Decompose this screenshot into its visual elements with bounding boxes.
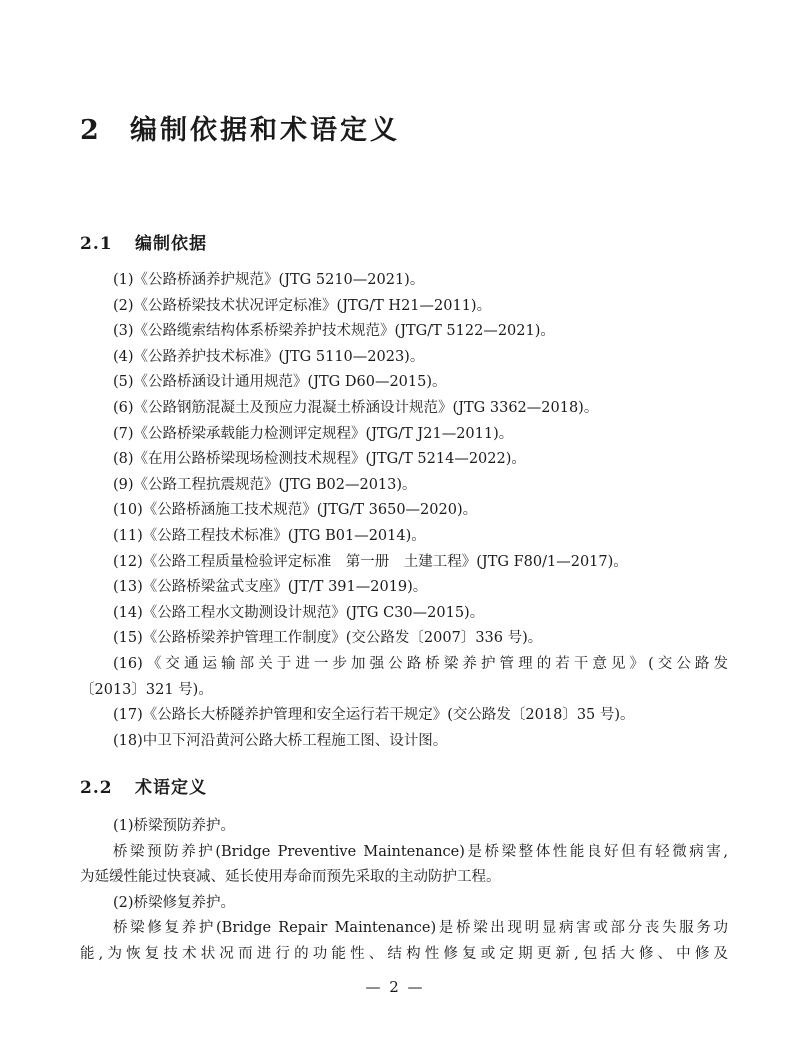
list-item: (5)《公路桥涵设计通用规范》(JTG D60—2015)。 <box>113 374 447 391</box>
list-item: (18)中卫下河沿黄河公路大桥工程施工图、设计图。 <box>113 732 448 749</box>
list-item: (3)《公路缆索结构体系桥梁养护技术规范》(JTG/T 5122—2021)。 <box>113 323 555 340</box>
term-title: (2)桥梁修复养护。 <box>113 894 236 911</box>
list-item: (16)《交通运输部关于进一步加强公路桥梁养护管理的若干意见》(交公路发 <box>113 655 728 672</box>
section-number: 2.1 <box>80 234 113 254</box>
term-title: (1)桥梁预防养护。 <box>113 818 236 834</box>
section-title: 编制依据 <box>135 234 207 254</box>
term-definition-line: 桥梁修复养护(Bridge Repair Maintenance)是桥梁出现明显病害或部分丧失服务功 <box>113 920 728 937</box>
list-item: (2)《公路桥梁技术状况评定标准》(JTG/T H21—2011)。 <box>113 297 492 314</box>
list-item: (17)《公路长大桥隧养护管理和安全运行若干规定》(交公路发〔2018〕35 号)。 <box>113 707 635 724</box>
list-item: (11)《公路工程技术标准》(JTG B01—2014)。 <box>113 527 426 544</box>
list-item: (7)《公路桥梁承载能力检测评定规程》(JTG/T J21—2011)。 <box>113 425 514 442</box>
chapter-title-text: 编制依据和术语定义 <box>130 115 400 146</box>
list-item: (1)《公路桥涵养护规范》(JTG 5210—2021)。 <box>113 272 425 288</box>
list-item: (8)《在用公路桥梁现场检测技术规程》(JTG/T 5214—2022)。 <box>113 451 526 468</box>
list-item: (13)《公路桥梁盆式支座》(JT/T 391—2019)。 <box>113 579 428 596</box>
list-item: (14)《公路工程水文勘测设计规范》(JTG C30—2015)。 <box>113 604 485 621</box>
list-item: (4)《公路养护技术标准》(JTG 5110—2023)。 <box>113 348 425 365</box>
list-item: (12)《公路工程质量检验评定标准 第一册 土建工程》(JTG F80/1—2017)。 <box>113 553 628 570</box>
term-definition-line: 能,为恢复技术状况而进行的功能性、结构性修复或定期更新,包括大修、中修及 <box>80 945 728 962</box>
list-item: (15)《公路桥梁养护管理工作制度》(交公路发〔2007〕336 号)。 <box>113 630 543 647</box>
section-number: 2.2 <box>80 778 113 798</box>
section-heading-2-2 <box>80 773 207 798</box>
list-item: (9)《公路工程抗震规范》(JTG B02—2013)。 <box>113 476 417 493</box>
term-definition-line: 为延缓性能过快衰减、延长使用寿命而预先采取的主动防护工程。 <box>80 869 501 886</box>
page-number: — 2 — <box>365 978 425 996</box>
section-title: 术语定义 <box>135 778 207 798</box>
reference-list <box>80 268 728 754</box>
section-heading-2-1 <box>80 229 207 254</box>
list-item: (6)《公路钢筋混凝土及预应力混凝土桥涵设计规范》(JTG 3362—2018)。 <box>113 399 599 416</box>
term-definition-line: 桥梁预防养护(Bridge Preventive Maintenance)是桥梁整体性能良好但有轻微病害, <box>113 843 728 860</box>
list-item-continuation: 〔2013〕321 号)。 <box>80 681 213 698</box>
list-item: (10)《公路桥涵施工技术规范》(JTG/T 3650—2020)。 <box>113 502 478 519</box>
chapter-title <box>80 108 400 147</box>
chapter-number: 2 <box>80 115 102 146</box>
term-definitions <box>80 814 728 968</box>
